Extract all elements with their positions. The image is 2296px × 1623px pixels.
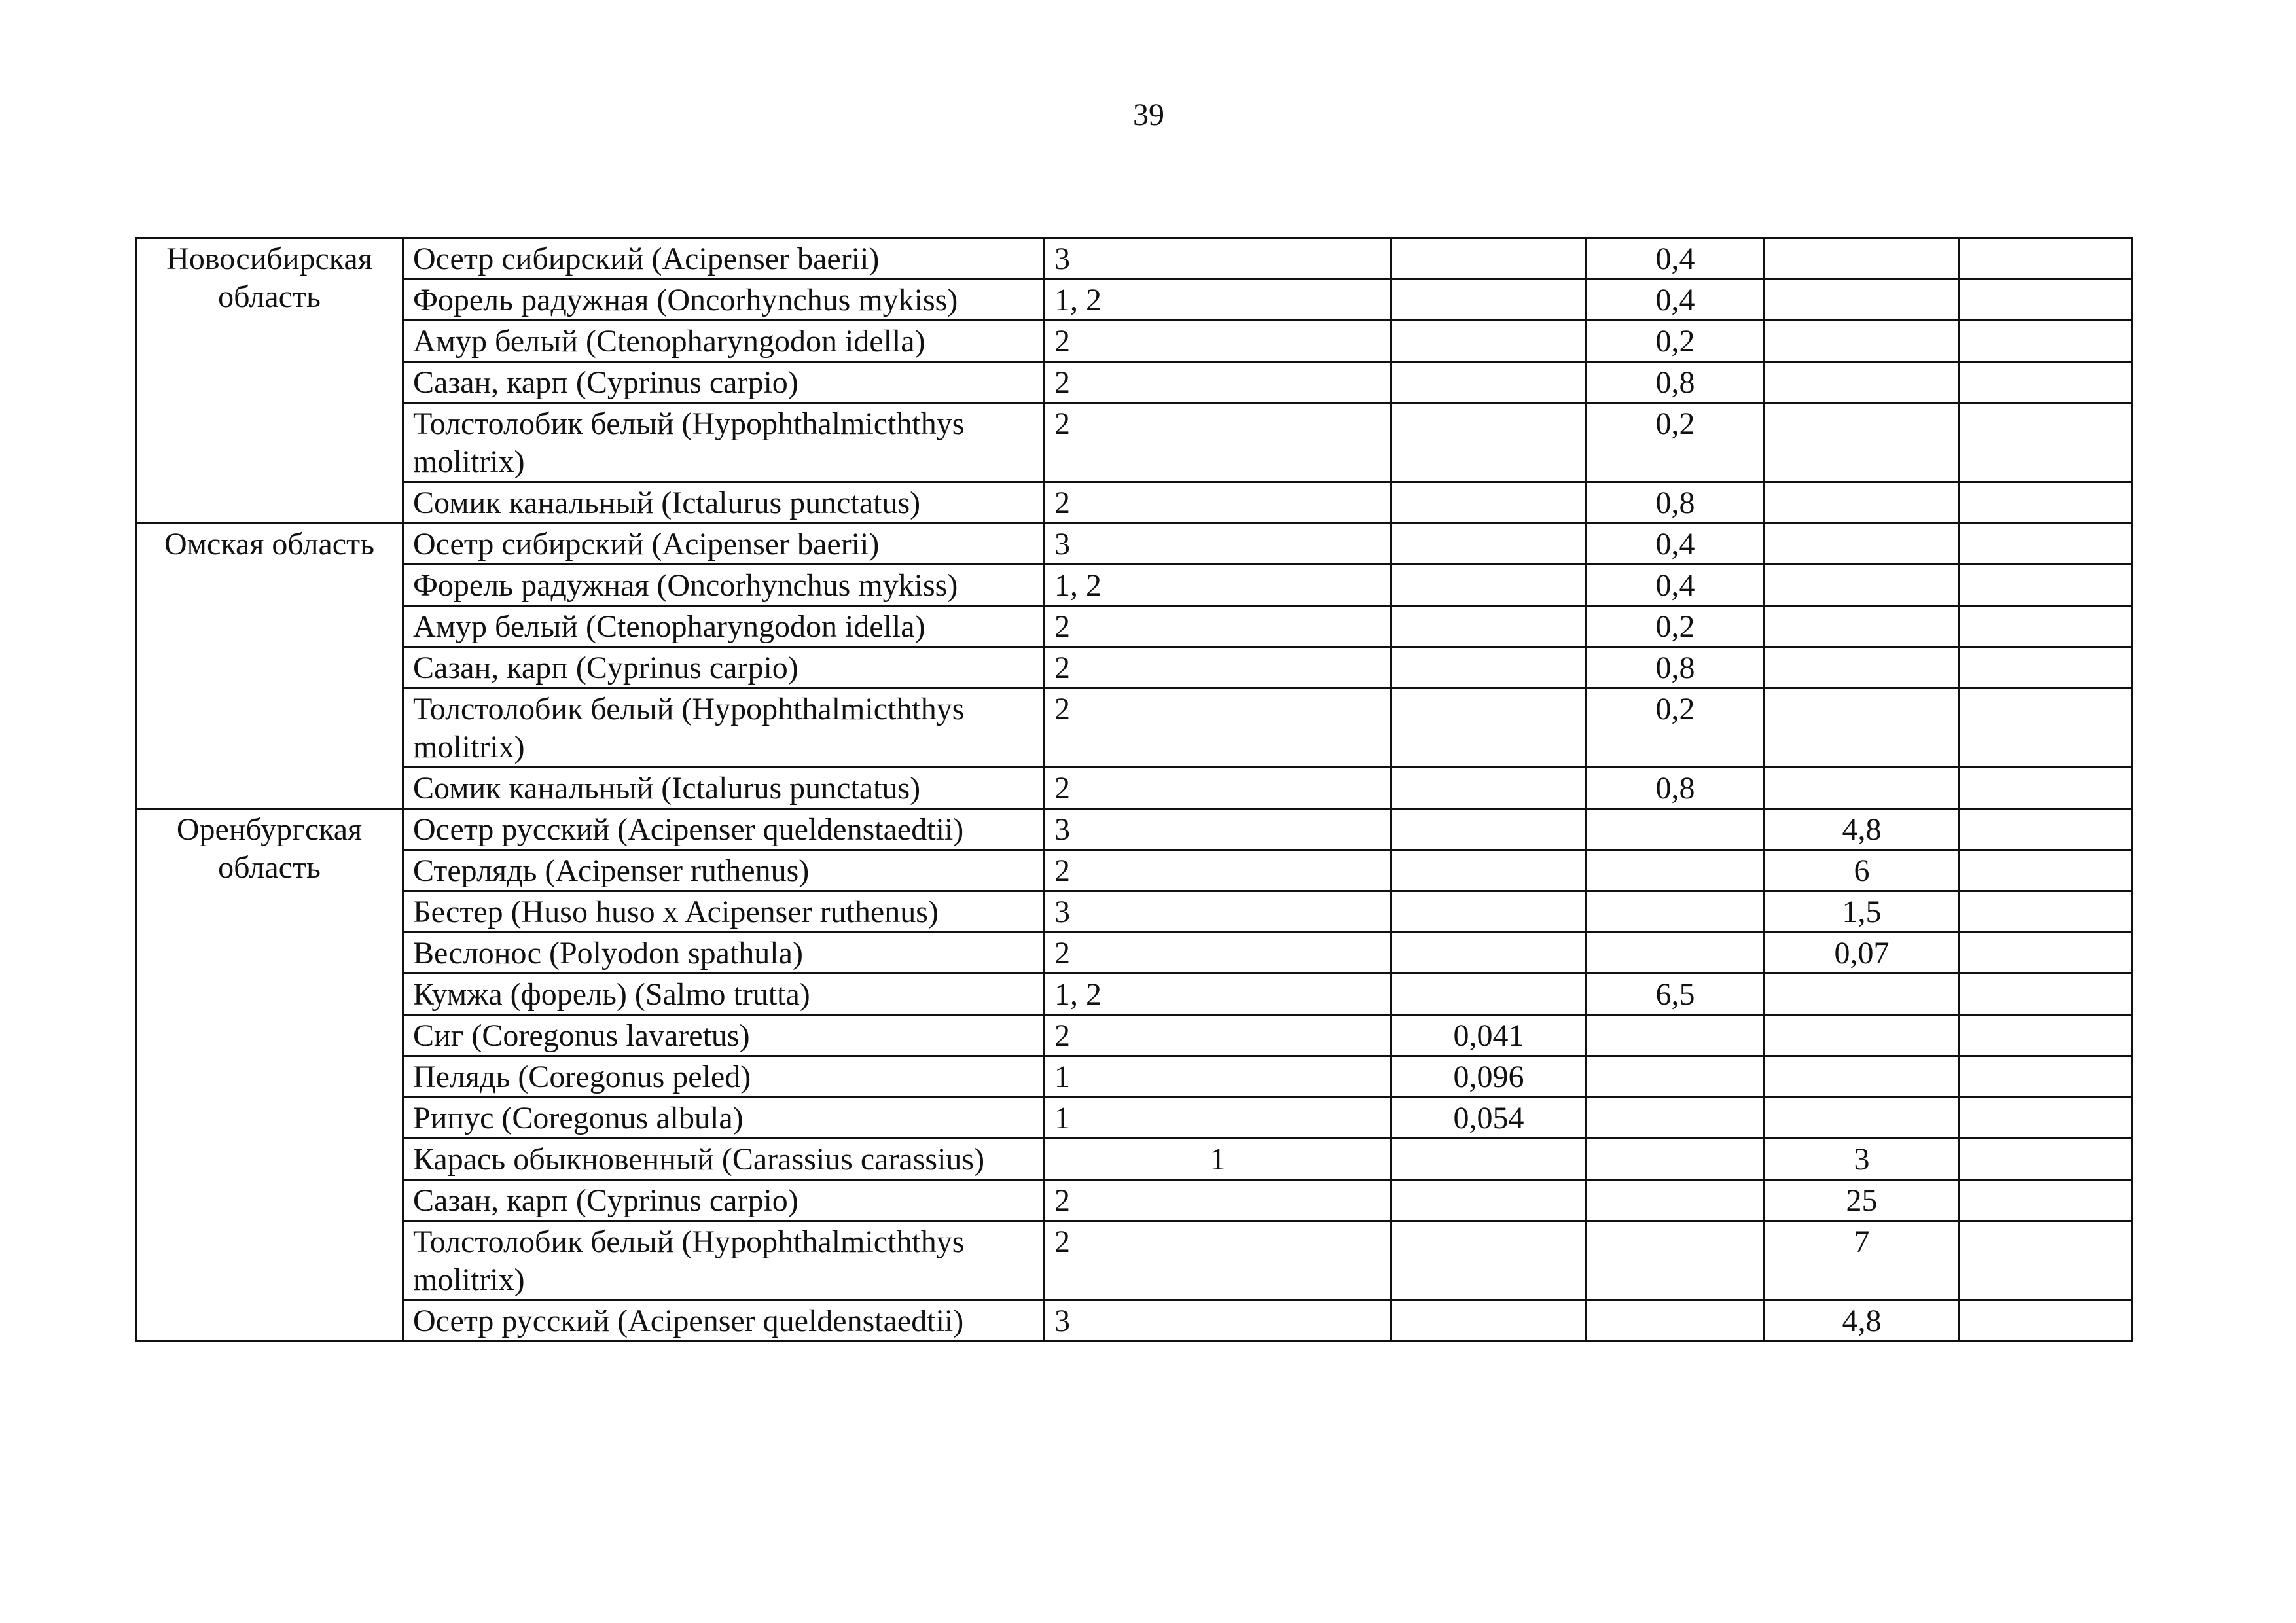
method-cell: 2 — [1045, 362, 1391, 403]
species-cell: Амур белый (Ctenopharyngodon idella) — [403, 321, 1045, 362]
species-cell: Рипус (Coregonus albula) — [403, 1097, 1045, 1139]
value-cell-2 — [1587, 850, 1765, 891]
value-cell-4 — [1960, 524, 2132, 565]
species-cell: Сомик канальный (Ictalurus punctatus) — [403, 482, 1045, 524]
table-row — [136, 482, 2132, 524]
value-cell-4 — [1960, 482, 2132, 524]
region-cell: Оренбургская область — [136, 809, 403, 1342]
value-cell-2 — [1587, 1180, 1765, 1221]
value-cell-4 — [1960, 891, 2132, 933]
table-row — [136, 606, 2132, 647]
value-cell-3 — [1765, 606, 1960, 647]
species-cell: Осетр русский (Acipenser queldenstaedtii) — [403, 809, 1045, 850]
value-cell-2: 0,8 — [1587, 768, 1765, 809]
value-cell-3 — [1765, 688, 1960, 768]
value-cell-2: 0,8 — [1587, 647, 1765, 688]
table-row — [136, 362, 2132, 403]
method-cell: 2 — [1045, 768, 1391, 809]
species-cell: Сазан, карп (Cyprinus carpio) — [403, 362, 1045, 403]
method-cell: 2 — [1045, 933, 1391, 974]
value-cell-4 — [1960, 1056, 2132, 1097]
value-cell-1 — [1391, 524, 1587, 565]
value-cell-4 — [1960, 1015, 2132, 1056]
table-row — [136, 647, 2132, 688]
value-cell-2 — [1587, 1300, 1765, 1342]
method-cell: 2 — [1045, 850, 1391, 891]
method-cell: 1, 2 — [1045, 565, 1391, 606]
method-cell: 3 — [1045, 809, 1391, 850]
value-cell-1 — [1391, 1180, 1587, 1221]
value-cell-1: 0,096 — [1391, 1056, 1587, 1097]
value-cell-3: 1,5 — [1765, 891, 1960, 933]
table-row — [136, 850, 2132, 891]
value-cell-4 — [1960, 1300, 2132, 1342]
table-row — [136, 1180, 2132, 1221]
value-cell-4 — [1960, 809, 2132, 850]
value-cell-1 — [1391, 1300, 1587, 1342]
value-cell-2: 0,4 — [1587, 238, 1765, 279]
species-cell: Сазан, карп (Cyprinus carpio) — [403, 1180, 1045, 1221]
fish-stocking-table — [135, 237, 2133, 1342]
value-cell-2 — [1587, 809, 1765, 850]
species-cell: Осетр сибирский (Acipenser baerii) — [403, 524, 1045, 565]
method-cell: 1 — [1045, 1097, 1391, 1139]
table-row — [136, 891, 2132, 933]
value-cell-1: 0,054 — [1391, 1097, 1587, 1139]
value-cell-3 — [1765, 362, 1960, 403]
value-cell-3 — [1765, 565, 1960, 606]
table-row — [136, 403, 2132, 482]
page-number: 39 — [1133, 98, 1164, 132]
value-cell-1 — [1391, 850, 1587, 891]
value-cell-2: 0,4 — [1587, 524, 1765, 565]
table-row — [136, 933, 2132, 974]
value-cell-3: 7 — [1765, 1221, 1960, 1300]
species-cell: Сазан, карп (Cyprinus carpio) — [403, 647, 1045, 688]
species-cell: Осетр русский (Acipenser queldenstaedtii) — [403, 1300, 1045, 1342]
method-cell: 2 — [1045, 321, 1391, 362]
method-cell: 2 — [1045, 403, 1391, 482]
value-cell-4 — [1960, 647, 2132, 688]
table-row — [136, 688, 2132, 768]
table-row — [136, 279, 2132, 321]
table-row — [136, 565, 2132, 606]
value-cell-3 — [1765, 482, 1960, 524]
value-cell-2: 0,4 — [1587, 279, 1765, 321]
value-cell-1 — [1391, 321, 1587, 362]
table-row — [136, 1097, 2132, 1139]
value-cell-2: 0,8 — [1587, 482, 1765, 524]
table-row — [136, 1015, 2132, 1056]
value-cell-3 — [1765, 403, 1960, 482]
species-cell: Толстолобик белый (Hypophthalmicththys molitrix) — [403, 688, 1045, 768]
method-cell: 3 — [1045, 238, 1391, 279]
table-row — [136, 1056, 2132, 1097]
value-cell-1 — [1391, 891, 1587, 933]
value-cell-3 — [1765, 279, 1960, 321]
value-cell-4 — [1960, 1097, 2132, 1139]
value-cell-4 — [1960, 1180, 2132, 1221]
value-cell-3: 3 — [1765, 1139, 1960, 1180]
value-cell-2: 0,2 — [1587, 606, 1765, 647]
value-cell-3 — [1765, 974, 1960, 1015]
value-cell-3 — [1765, 524, 1960, 565]
value-cell-3 — [1765, 768, 1960, 809]
table-row — [136, 1221, 2132, 1300]
method-cell: 2 — [1045, 647, 1391, 688]
table-row — [136, 768, 2132, 809]
method-cell: 2 — [1045, 688, 1391, 768]
species-cell: Бестер (Huso huso x Acipenser ruthenus) — [403, 891, 1045, 933]
method-cell: 2 — [1045, 1221, 1391, 1300]
region-cell: Омская область — [136, 524, 403, 809]
method-cell: 1, 2 — [1045, 974, 1391, 1015]
value-cell-1 — [1391, 606, 1587, 647]
value-cell-1 — [1391, 1139, 1587, 1180]
value-cell-1 — [1391, 647, 1587, 688]
value-cell-3 — [1765, 238, 1960, 279]
species-cell: Сомик канальный (Ictalurus punctatus) — [403, 768, 1045, 809]
table-row — [136, 974, 2132, 1015]
method-cell: 1 — [1045, 1139, 1391, 1180]
value-cell-2 — [1587, 933, 1765, 974]
region-cell: Новосибирская область — [136, 238, 403, 524]
value-cell-2: 0,4 — [1587, 565, 1765, 606]
value-cell-1 — [1391, 974, 1587, 1015]
value-cell-3: 25 — [1765, 1180, 1960, 1221]
species-cell: Сиг (Coregonus lavaretus) — [403, 1015, 1045, 1056]
value-cell-2: 0,2 — [1587, 688, 1765, 768]
species-cell: Карась обыкновенный (Carassius carassius) — [403, 1139, 1045, 1180]
value-cell-2: 0,2 — [1587, 321, 1765, 362]
value-cell-3 — [1765, 1015, 1960, 1056]
value-cell-4 — [1960, 606, 2132, 647]
method-cell: 1 — [1045, 1056, 1391, 1097]
value-cell-4 — [1960, 238, 2132, 279]
method-cell: 1, 2 — [1045, 279, 1391, 321]
value-cell-3 — [1765, 647, 1960, 688]
value-cell-1 — [1391, 688, 1587, 768]
value-cell-3 — [1765, 1097, 1960, 1139]
method-cell: 3 — [1045, 1300, 1391, 1342]
value-cell-1 — [1391, 565, 1587, 606]
value-cell-4 — [1960, 362, 2132, 403]
value-cell-1 — [1391, 768, 1587, 809]
method-cell: 2 — [1045, 606, 1391, 647]
value-cell-2: 6,5 — [1587, 974, 1765, 1015]
species-cell: Стерлядь (Acipenser ruthenus) — [403, 850, 1045, 891]
value-cell-1 — [1391, 809, 1587, 850]
species-cell: Толстолобик белый (Hypophthalmicththys molitrix) — [403, 403, 1045, 482]
value-cell-2: 0,8 — [1587, 362, 1765, 403]
species-cell: Толстолобик белый (Hypophthalmicththys molitrix) — [403, 1221, 1045, 1300]
value-cell-2 — [1587, 1015, 1765, 1056]
value-cell-4 — [1960, 1139, 2132, 1180]
table-row — [136, 1139, 2132, 1180]
value-cell-4 — [1960, 768, 2132, 809]
method-cell: 3 — [1045, 891, 1391, 933]
value-cell-1 — [1391, 403, 1587, 482]
table-row — [136, 238, 2132, 279]
value-cell-3: 4,8 — [1765, 1300, 1960, 1342]
value-cell-4 — [1960, 565, 2132, 606]
table-row — [136, 321, 2132, 362]
species-cell: Амур белый (Ctenopharyngodon idella) — [403, 606, 1045, 647]
value-cell-1 — [1391, 482, 1587, 524]
value-cell-1 — [1391, 1221, 1587, 1300]
value-cell-4 — [1960, 850, 2132, 891]
value-cell-2 — [1587, 1097, 1765, 1139]
value-cell-1 — [1391, 933, 1587, 974]
value-cell-2 — [1587, 891, 1765, 933]
value-cell-4 — [1960, 1221, 2132, 1300]
species-cell: Веслонос (Polyodon spathula) — [403, 933, 1045, 974]
table-row — [136, 524, 2132, 565]
value-cell-4 — [1960, 279, 2132, 321]
value-cell-1 — [1391, 279, 1587, 321]
value-cell-3: 6 — [1765, 850, 1960, 891]
species-cell: Форель радужная (Oncorhynchus mykiss) — [403, 279, 1045, 321]
species-cell: Пелядь (Coregonus peled) — [403, 1056, 1045, 1097]
method-cell: 3 — [1045, 524, 1391, 565]
species-cell: Осетр сибирский (Acipenser baerii) — [403, 238, 1045, 279]
value-cell-4 — [1960, 688, 2132, 768]
method-cell: 2 — [1045, 1180, 1391, 1221]
method-cell: 2 — [1045, 1015, 1391, 1056]
value-cell-3: 0,07 — [1765, 933, 1960, 974]
value-cell-4 — [1960, 321, 2132, 362]
species-cell: Форель радужная (Oncorhynchus mykiss) — [403, 565, 1045, 606]
value-cell-2: 0,2 — [1587, 403, 1765, 482]
value-cell-1: 0,041 — [1391, 1015, 1587, 1056]
value-cell-4 — [1960, 974, 2132, 1015]
method-cell: 2 — [1045, 482, 1391, 524]
value-cell-2 — [1587, 1139, 1765, 1180]
value-cell-3 — [1765, 1056, 1960, 1097]
table-row — [136, 1300, 2132, 1342]
value-cell-3 — [1765, 321, 1960, 362]
value-cell-4 — [1960, 403, 2132, 482]
table-row — [136, 809, 2132, 850]
value-cell-1 — [1391, 362, 1587, 403]
value-cell-3: 4,8 — [1765, 809, 1960, 850]
value-cell-2 — [1587, 1056, 1765, 1097]
species-cell: Кумжа (форель) (Salmo trutta) — [403, 974, 1045, 1015]
value-cell-2 — [1587, 1221, 1765, 1300]
value-cell-1 — [1391, 238, 1587, 279]
value-cell-4 — [1960, 933, 2132, 974]
